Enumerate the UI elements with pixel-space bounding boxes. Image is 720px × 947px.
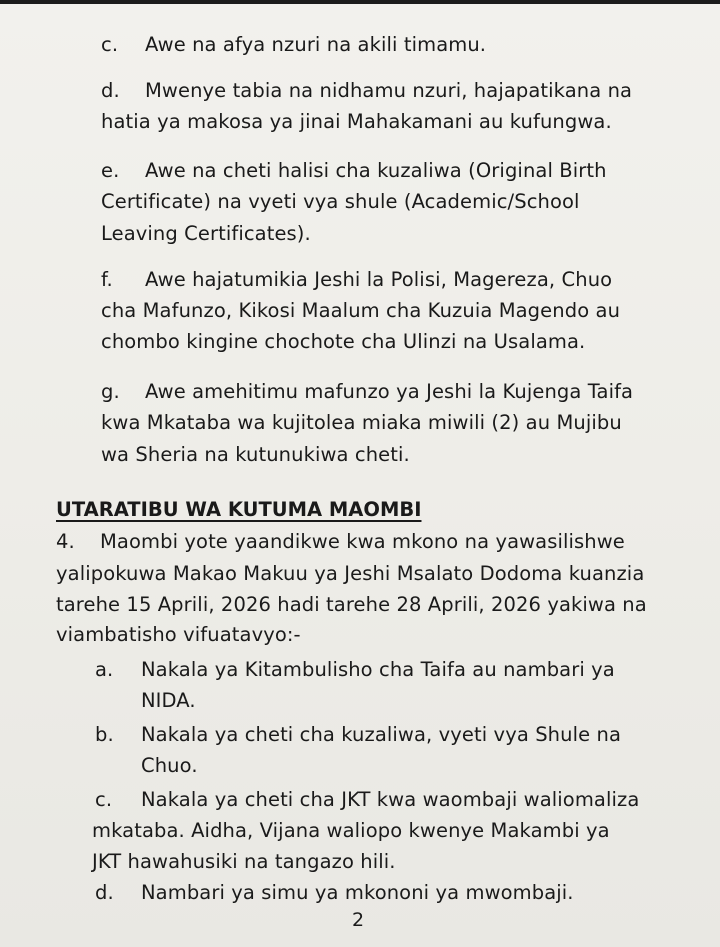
- item-f-line-3: chombo kingine chochote cha Ulinzi na Usalama.: [101, 330, 586, 353]
- attachment-c-line-1: Nakala ya cheti cha JKT kwa waombaji waliomaliza: [141, 788, 640, 811]
- item-f-letter: f.: [101, 268, 113, 291]
- item-e-line-3: Leaving Certificates).: [101, 222, 311, 245]
- attachment-c-line-2: mkataba. Aidha, Vijana waliopo kwenye Makambi ya: [92, 819, 610, 842]
- item-g-line-3: wa Sheria na kutunukiwa cheti.: [101, 443, 410, 466]
- item-c-letter: c.: [101, 33, 119, 56]
- attachment-a-letter: a.: [95, 658, 114, 681]
- attachment-b-line-2: Chuo.: [141, 754, 198, 777]
- attachment-a-line-1: Nakala ya Kitambulisho cha Taifa au nambari ya: [141, 658, 615, 681]
- item-e-line-1: Awe na cheti halisi cha kuzaliwa (Original Birth: [145, 159, 607, 182]
- paragraph-line-3: tarehe 15 Aprili, 2026 hadi tarehe 28 Aprili, 2026 yakiwa na: [56, 593, 647, 616]
- attachment-c-letter: c.: [95, 788, 113, 811]
- attachment-a-line-2: NIDA.: [141, 689, 196, 712]
- item-f-line-1: Awe hajatumikia Jeshi la Polisi, Magereza, Chuo: [145, 268, 613, 291]
- item-e-line-2: Certificate) na vyeti vya shule (Academic/School: [101, 190, 580, 213]
- section-heading: UTARATIBU WA KUTUMA MAOMBI: [56, 498, 422, 521]
- paragraph-line-2: yalipokuwa Makao Makuu ya Jeshi Msalato Dodoma kuanzia: [56, 562, 645, 585]
- paragraph-line-4: viambatisho vifuatavyo:-: [56, 623, 301, 646]
- paragraph-line-1: Maombi yote yaandikwe kwa mkono na yawasilishwe: [100, 530, 625, 553]
- item-g-line-2: kwa Mkataba wa kujitolea miaka miwili (2) au Mujibu: [101, 411, 622, 434]
- page-number: 2: [352, 909, 365, 931]
- item-d-letter: d.: [101, 79, 120, 102]
- attachment-c-line-3: JKT hawahusiki na tangazo hili.: [92, 850, 396, 873]
- attachment-d-line-1: Nambari ya simu ya mkononi ya mwombaji.: [141, 881, 574, 904]
- item-d-line-2: hatia ya makosa ya jinai Mahakamani au kufungwa.: [101, 110, 612, 133]
- paragraph-number: 4.: [56, 530, 75, 553]
- item-g-line-1: Awe amehitimu mafunzo ya Jeshi la Kujenga Taifa: [145, 380, 634, 403]
- item-c-text: Awe na afya nzuri na akili timamu.: [145, 33, 487, 56]
- item-d-line-1: Mwenye tabia na nidhamu nzuri, hajapatikana na: [145, 79, 633, 102]
- attachment-d-letter: d.: [95, 881, 114, 904]
- item-f-line-2: cha Mafunzo, Kikosi Maalum cha Kuzuia Magendo au: [101, 299, 621, 322]
- item-e-letter: e.: [101, 159, 120, 182]
- attachment-b-letter: b.: [95, 723, 114, 746]
- item-g-letter: g.: [101, 380, 120, 403]
- attachment-b-line-1: Nakala ya cheti cha kuzaliwa, vyeti vya Shule na: [141, 723, 622, 746]
